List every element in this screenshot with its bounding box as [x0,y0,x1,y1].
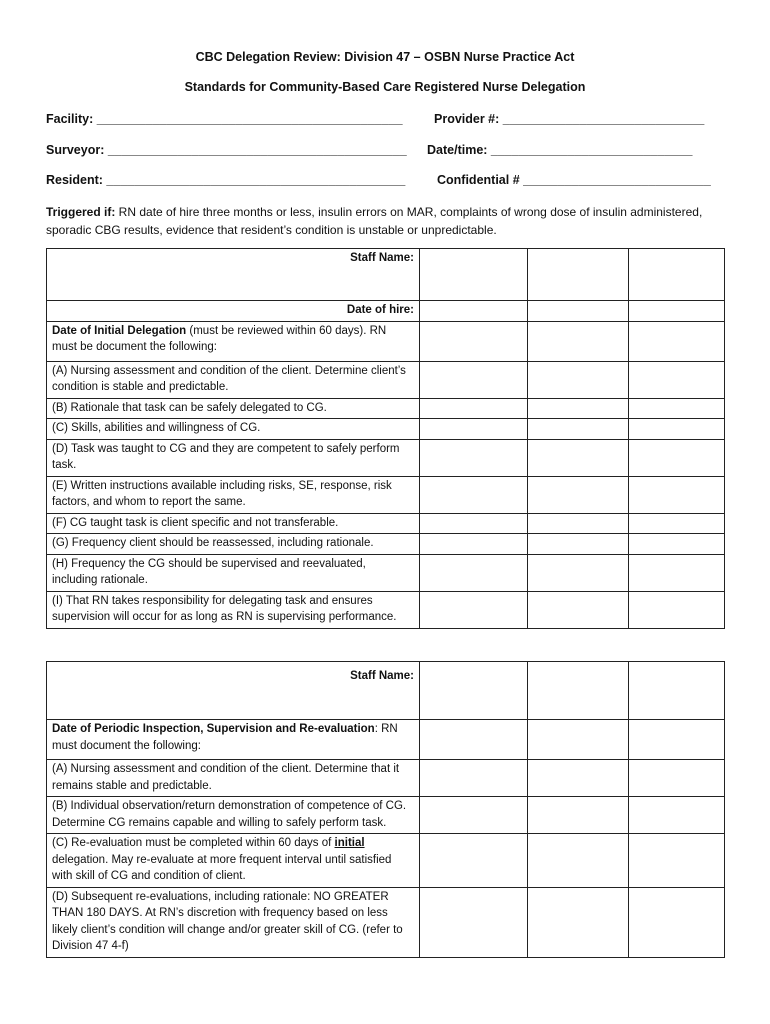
check-cell[interactable] [528,321,629,361]
item-c-text-after: delegation. May re-evaluate at more frequent interval until satisfied with skill of CG and condition of client. [52,853,392,882]
check-cell[interactable] [629,720,725,760]
check-cell[interactable] [528,887,629,957]
surveyor-field[interactable]: Surveyor: ___________________________________________ [46,143,407,157]
check-cell[interactable] [420,361,528,398]
item-text: (B) Rationale that task can be safely delegated to CG. [47,398,420,419]
table-row [47,419,725,440]
check-cell[interactable] [629,591,725,628]
check-cell[interactable] [629,419,725,440]
check-cell[interactable] [629,439,725,476]
check-cell[interactable] [629,398,725,419]
check-cell[interactable] [528,720,629,760]
check-cell[interactable] [528,534,629,555]
hire-cell[interactable] [528,301,629,322]
staff-cell[interactable] [528,249,629,301]
table-row [47,398,725,419]
periodic-inspection-table [46,661,725,958]
check-cell[interactable] [629,834,725,888]
table-row [47,760,725,797]
table-row [47,834,725,888]
item-text: (A) Nursing assessment and condition of the client. Determine that it remains stable and predictable. [47,760,420,797]
staff-name-row [47,662,725,720]
check-cell[interactable] [420,513,528,534]
check-cell[interactable] [528,361,629,398]
item-text: (G) Frequency client should be reassessed, including rationale. [47,534,420,555]
section-header-row [47,321,725,361]
check-cell[interactable] [420,834,528,888]
check-cell[interactable] [420,534,528,555]
check-cell[interactable] [420,591,528,628]
check-cell[interactable] [528,476,629,513]
check-cell[interactable] [629,534,725,555]
check-cell[interactable] [629,887,725,957]
hire-cell[interactable] [629,301,725,322]
section-title: Date of Initial Delegation [52,324,187,337]
date-of-hire-label: Date of hire: [47,301,420,322]
date-of-hire-row [47,301,725,322]
staff-cell[interactable] [420,662,528,720]
section-rest: (must be reviewed within 60 days). RN must be document the following: [52,324,387,353]
datetime-field[interactable]: Date/time: _____________________________ [427,143,693,157]
check-cell[interactable] [420,321,528,361]
check-cell[interactable] [420,797,528,834]
section-header [47,720,420,760]
check-cell[interactable] [528,834,629,888]
section-header [47,321,420,361]
table-row [47,887,725,957]
check-cell[interactable] [629,797,725,834]
check-cell[interactable] [528,439,629,476]
table-row [47,476,725,513]
hire-cell[interactable] [420,301,528,322]
initial-delegation-table [46,248,725,629]
trigger-note [46,203,726,239]
provider-field[interactable]: Provider #: _____________________________ [434,112,705,126]
document-title: CBC Delegation Review: Division 47 – OSBN Nurse Practice Act [195,50,575,64]
table-row [47,513,725,534]
item-text [47,834,420,888]
trigger-label: Triggered if: [46,205,116,219]
trigger-text: RN date of hire three months or less, insulin errors on MAR, complaints of wrong dose of insulin administered, sporadic CBG results, evidence that resident’s condition is unstable or unpredictable. [46,205,703,237]
item-text: (D) Task was taught to CG and they are competent to safely perform task. [47,439,420,476]
check-cell[interactable] [528,554,629,591]
table-row [47,439,725,476]
item-text: (A) Nursing assessment and condition of the client. Determine client’s condition is stable and predictable. [47,361,420,398]
section-header-row [47,720,725,760]
confidential-field[interactable]: Confidential # ___________________________ [437,173,711,187]
staff-cell[interactable] [528,662,629,720]
staff-name-row [47,249,725,301]
document-subtitle: Standards for Community-Based Care Registered Nurse Delegation [184,80,586,94]
check-cell[interactable] [629,321,725,361]
item-text: (E) Written instructions available including risks, SE, response, risk factors, and whom to report the same. [47,476,420,513]
check-cell[interactable] [629,361,725,398]
section-title: Date of Periodic Inspection, Supervision and Re-evaluation [52,723,375,735]
check-cell[interactable] [420,554,528,591]
table-row [47,554,725,591]
table-row [47,361,725,398]
check-cell[interactable] [629,476,725,513]
check-cell[interactable] [629,513,725,534]
table-row [47,797,725,834]
item-text: (H) Frequency the CG should be supervised and reevaluated, including rationale. [47,554,420,591]
table-row [47,591,725,628]
item-c-underlined: initial [334,837,365,849]
staff-name-label: Staff Name: [47,662,420,720]
check-cell[interactable] [629,760,725,797]
check-cell[interactable] [528,797,629,834]
check-cell[interactable] [420,720,528,760]
check-cell[interactable] [420,419,528,440]
staff-name-label: Staff Name: [47,249,420,301]
item-c-text: (C) Re-evaluation must be completed within 60 days of [52,837,335,849]
table-row [47,534,725,555]
staff-cell[interactable] [629,249,725,301]
check-cell[interactable] [420,887,528,957]
check-cell[interactable] [528,760,629,797]
section-rest: : RN must document the following: [52,723,398,752]
check-cell[interactable] [528,398,629,419]
check-cell[interactable] [528,591,629,628]
check-cell[interactable] [528,513,629,534]
check-cell[interactable] [528,419,629,440]
check-cell[interactable] [420,760,528,797]
staff-cell[interactable] [420,249,528,301]
item-text: (F) CG taught task is client specific and not transferable. [47,513,420,534]
facility-field[interactable]: Facility: ____________________________________________ [46,112,403,126]
item-text: (I) That RN takes responsibility for delegating task and ensures supervision will occur for as long as RN is supervising performance. [47,591,420,628]
item-text: (D) Subsequent re-evaluations, including rationale: NO GREATER THAN 180 DAYS. At RN’s discretion with frequency based on less likely client’s condition will change and/or greater skill of CG. (refer to Division 47 4-f) [47,887,420,957]
item-text: (B) Individual observation/return demonstration of competence of CG. Determine CG remains capable and willing to safely perform task. [47,797,420,834]
resident-field[interactable]: Resident: ___________________________________________ [46,173,406,187]
check-cell[interactable] [420,439,528,476]
item-text: (C) Skills, abilities and willingness of CG. [47,419,420,440]
staff-cell[interactable] [629,662,725,720]
check-cell[interactable] [629,554,725,591]
check-cell[interactable] [420,398,528,419]
check-cell[interactable] [420,476,528,513]
